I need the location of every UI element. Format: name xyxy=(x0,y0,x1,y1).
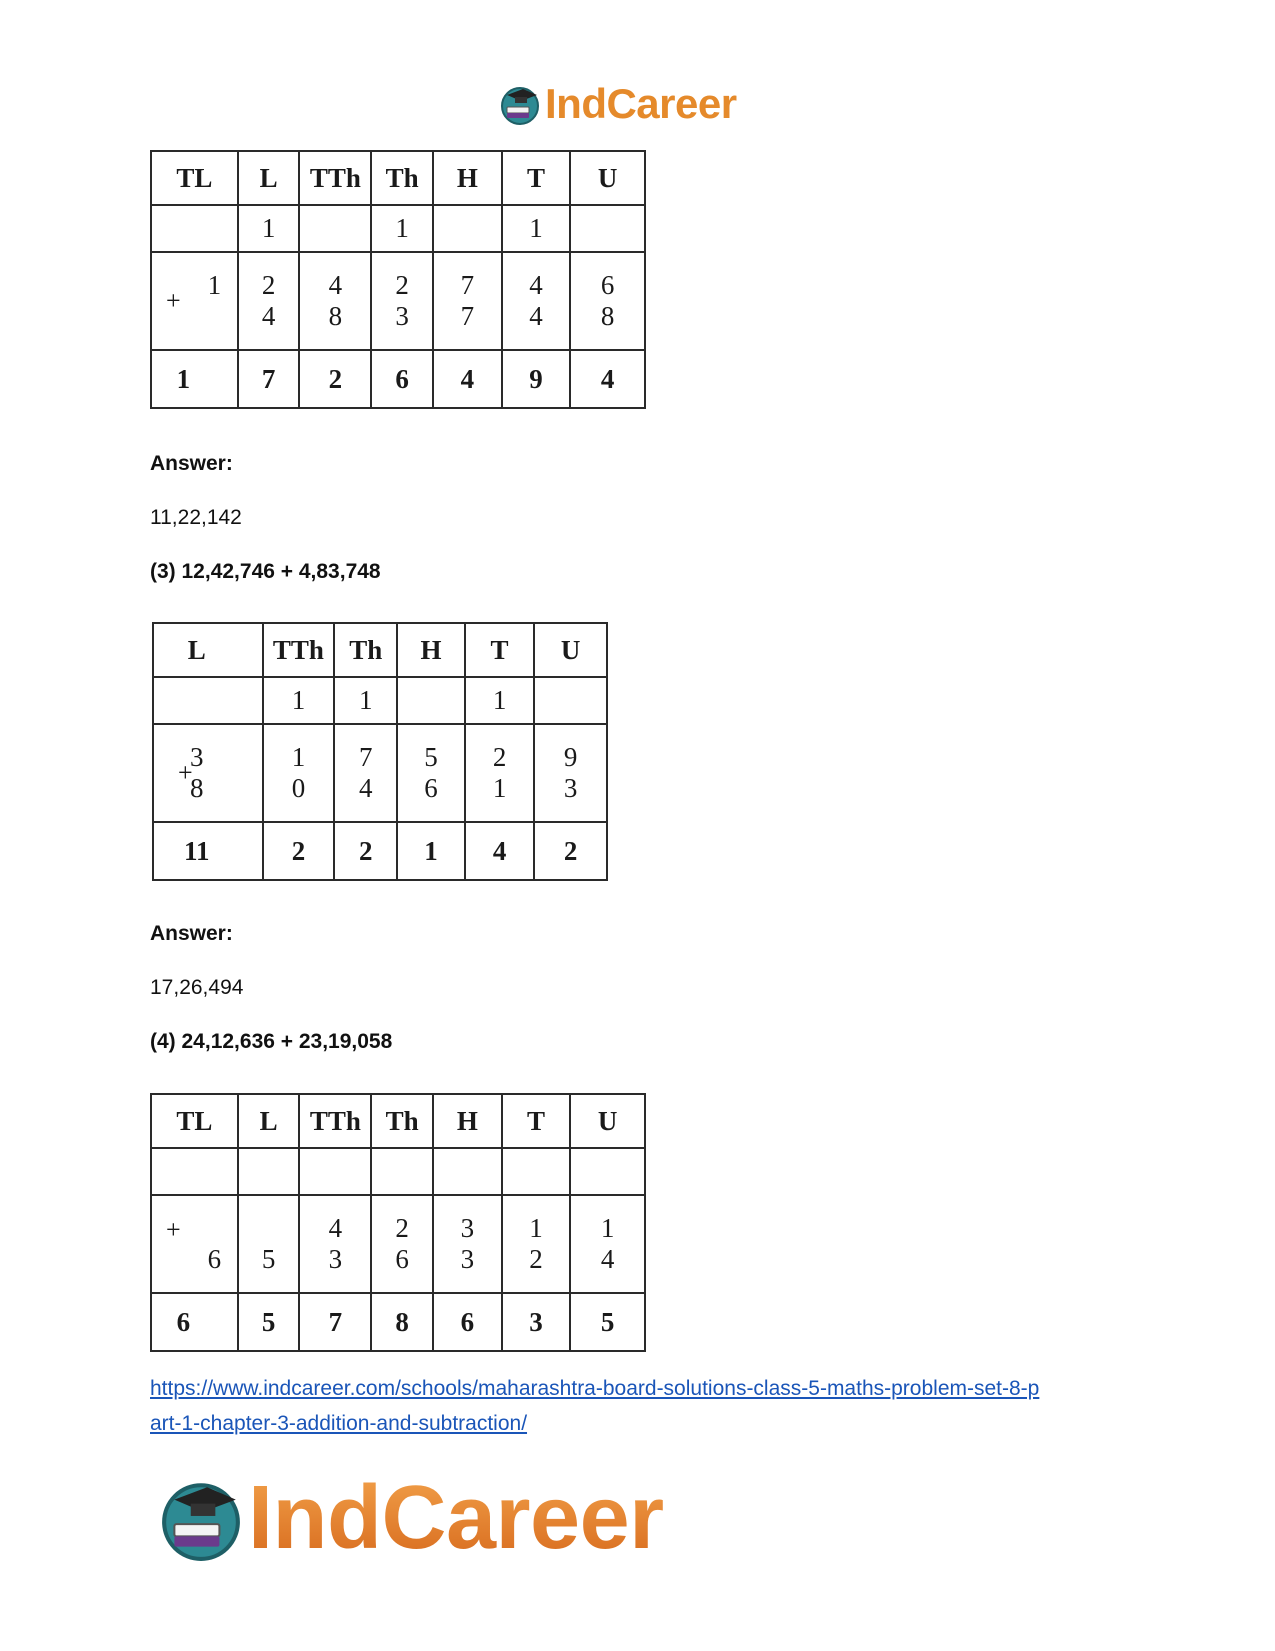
carry-cell: 1 xyxy=(263,677,335,724)
header-cell: T xyxy=(465,623,535,677)
addend-digit: 7 xyxy=(460,270,475,300)
header-cell: L xyxy=(153,623,263,677)
header-cell: U xyxy=(534,623,607,677)
result-cell: 2 xyxy=(299,350,371,408)
addend-digit: 4 xyxy=(529,301,543,331)
header-cell: Th xyxy=(371,151,433,205)
result-row xyxy=(151,1293,645,1351)
addend-cell xyxy=(299,252,371,350)
addend-digit: 6 xyxy=(600,270,615,300)
addend-digit: 6 xyxy=(395,1244,409,1274)
addend-digit: 9 xyxy=(563,742,578,772)
carry-cell: 1 xyxy=(334,677,397,724)
header-cell: L xyxy=(238,151,300,205)
carry-cell xyxy=(151,205,238,252)
place-value-table-3 xyxy=(150,1093,646,1352)
addend-cell xyxy=(238,1195,300,1293)
result-cell: 11 xyxy=(153,822,263,880)
header-row xyxy=(151,151,645,205)
addend-digit: 2 xyxy=(492,742,507,772)
carry-cell xyxy=(238,1148,300,1195)
header-cell: TTh xyxy=(299,151,371,205)
addend-digit: 2 xyxy=(529,1244,543,1274)
carry-cell: 1 xyxy=(371,205,433,252)
addend-digit: 3 xyxy=(395,301,409,331)
header-cell: U xyxy=(570,1094,645,1148)
header-cell: TTh xyxy=(299,1094,371,1148)
addend-digit: 4 xyxy=(600,1244,615,1274)
addend-digit: 7 xyxy=(460,301,475,331)
addend-digit: 0 xyxy=(291,773,306,803)
header-cell: H xyxy=(433,151,502,205)
addend-digit: 2 xyxy=(261,270,276,300)
addend-cell xyxy=(371,252,433,350)
result-cell: 1 xyxy=(151,350,238,408)
carry-cell: 1 xyxy=(465,677,535,724)
carry-row xyxy=(151,1148,645,1195)
addend-cell xyxy=(433,252,502,350)
result-cell: 9 xyxy=(502,350,571,408)
addend-digit: 8 xyxy=(600,301,615,331)
header-row xyxy=(151,1094,645,1148)
addend-digit: 1 xyxy=(529,1213,543,1243)
result-cell: 2 xyxy=(534,822,607,880)
question-4: (4) 24,12,636 + 23,19,058 xyxy=(150,1030,393,1053)
result-cell: 8 xyxy=(371,1293,433,1351)
result-cell: 5 xyxy=(238,1293,300,1351)
header-cell: U xyxy=(570,151,645,205)
source-link[interactable] xyxy=(150,1371,1150,1441)
addend-digit: 1 xyxy=(600,1213,615,1243)
carry-cell xyxy=(397,677,465,724)
carry-cell: 1 xyxy=(502,205,571,252)
header-cell: TL xyxy=(151,151,238,205)
answer-label: Answer: xyxy=(150,452,233,475)
carry-cell xyxy=(570,205,645,252)
addend-digit: 3 xyxy=(460,1244,475,1274)
result-cell: 7 xyxy=(299,1293,371,1351)
carry-cell xyxy=(299,1148,371,1195)
carry-row xyxy=(153,677,607,724)
plus-sign: + xyxy=(166,286,181,315)
header-row xyxy=(153,623,607,677)
carry-cell xyxy=(371,1148,433,1195)
addend-cell xyxy=(151,1195,238,1293)
addend-cell xyxy=(433,1195,502,1293)
addend-cell xyxy=(570,1195,645,1293)
addend-digit: 1 xyxy=(492,773,507,803)
header-cell: T xyxy=(502,1094,571,1148)
answer-value: 11,22,142 xyxy=(150,506,242,529)
source-link-line-2[interactable]: art-1-chapter-3-addition-and-subtraction/ xyxy=(150,1412,528,1435)
addend-digit: 2 xyxy=(395,1213,409,1243)
addend-rows xyxy=(151,252,645,350)
header-cell: H xyxy=(433,1094,502,1148)
graduation-cap-book-globe-icon xyxy=(158,1475,244,1561)
result-cell: 2 xyxy=(334,822,397,880)
result-cell: 3 xyxy=(502,1293,571,1351)
result-row xyxy=(153,822,607,880)
addend-digit: 1 xyxy=(207,270,222,300)
addend-cell xyxy=(534,724,607,822)
addend-digit: 4 xyxy=(529,270,543,300)
result-cell: 1 xyxy=(397,822,465,880)
result-cell: 6 xyxy=(433,1293,502,1351)
addend-digit: 2 xyxy=(395,270,409,300)
addend-digit: 3 xyxy=(460,1213,475,1243)
addend-digit: 1 xyxy=(291,742,306,772)
carry-cell xyxy=(153,677,263,724)
header-logo xyxy=(499,80,737,128)
result-cell: 5 xyxy=(570,1293,645,1351)
result-cell: 4 xyxy=(570,350,645,408)
brand-name: IndCareer xyxy=(545,80,737,127)
carry-cell xyxy=(433,1148,502,1195)
result-cell: 4 xyxy=(465,822,535,880)
carry-row xyxy=(151,205,645,252)
addend-digit xyxy=(192,1213,237,1244)
addend-digit: 3 xyxy=(328,1244,343,1274)
result-cell: 4 xyxy=(433,350,502,408)
addend-cell xyxy=(465,724,535,822)
carry-cell xyxy=(151,1148,238,1195)
source-link-line-1[interactable]: https://www.indcareer.com/schools/maharashtra-board-solutions-class-5-maths-problem-set-8-p xyxy=(150,1377,1040,1400)
carry-cell xyxy=(534,677,607,724)
addend-digit: 8 xyxy=(190,773,204,803)
addend-cell xyxy=(238,252,300,350)
place-value-table-1 xyxy=(150,150,646,409)
addend-digit xyxy=(239,1213,299,1244)
carry-cell xyxy=(299,205,371,252)
addend-cell xyxy=(299,1195,371,1293)
addend-cell xyxy=(502,1195,571,1293)
header-cell: Th xyxy=(371,1094,433,1148)
place-value-table-2 xyxy=(152,622,608,881)
addend-cell xyxy=(151,252,238,350)
addend-digit xyxy=(192,301,237,332)
question-3: (3) 12,42,746 + 4,83,748 xyxy=(150,560,381,583)
result-cell: 6 xyxy=(371,350,433,408)
addend-digit: 3 xyxy=(563,773,578,803)
addend-digit: 5 xyxy=(424,742,438,772)
header-cell: Th xyxy=(334,623,397,677)
result-cell: 7 xyxy=(238,350,300,408)
addend-digit: 8 xyxy=(328,301,343,331)
addend-digit: 4 xyxy=(358,773,373,803)
addend-digit: 6 xyxy=(424,773,438,803)
brand-name: IndCareer xyxy=(248,1468,664,1568)
carry-cell xyxy=(570,1148,645,1195)
header-cell: L xyxy=(238,1094,300,1148)
header-cell: TTh xyxy=(263,623,335,677)
addend-cell xyxy=(502,252,571,350)
addend-digit: 5 xyxy=(261,1244,276,1274)
addend-digit: 7 xyxy=(358,742,373,772)
addend-cell xyxy=(570,252,645,350)
carry-cell xyxy=(433,205,502,252)
carry-cell: 1 xyxy=(238,205,300,252)
result-cell: 2 xyxy=(263,822,335,880)
result-cell: 6 xyxy=(151,1293,238,1351)
addend-cell xyxy=(334,724,397,822)
result-row xyxy=(151,350,645,408)
plus-sign: + xyxy=(178,758,193,787)
addend-cell xyxy=(153,724,263,822)
addend-cell xyxy=(397,724,465,822)
addend-digit: 6 xyxy=(207,1244,222,1274)
addend-digit: 4 xyxy=(328,270,343,300)
footer-logo xyxy=(158,1470,664,1566)
addend-digit: 4 xyxy=(261,301,276,331)
graduation-cap-book-globe-icon xyxy=(499,83,541,125)
addend-cell xyxy=(263,724,335,822)
addend-digit: 3 xyxy=(190,742,204,772)
header-cell: H xyxy=(397,623,465,677)
header-cell: T xyxy=(502,151,571,205)
addend-digit: 4 xyxy=(328,1213,343,1243)
carry-cell xyxy=(502,1148,571,1195)
header-cell: TL xyxy=(151,1094,238,1148)
addend-cell xyxy=(371,1195,433,1293)
answer-label: Answer: xyxy=(150,922,233,945)
answer-value: 17,26,494 xyxy=(150,976,244,999)
addend-rows xyxy=(151,1195,645,1293)
addend-rows xyxy=(153,724,607,822)
plus-sign: + xyxy=(166,1214,181,1244)
